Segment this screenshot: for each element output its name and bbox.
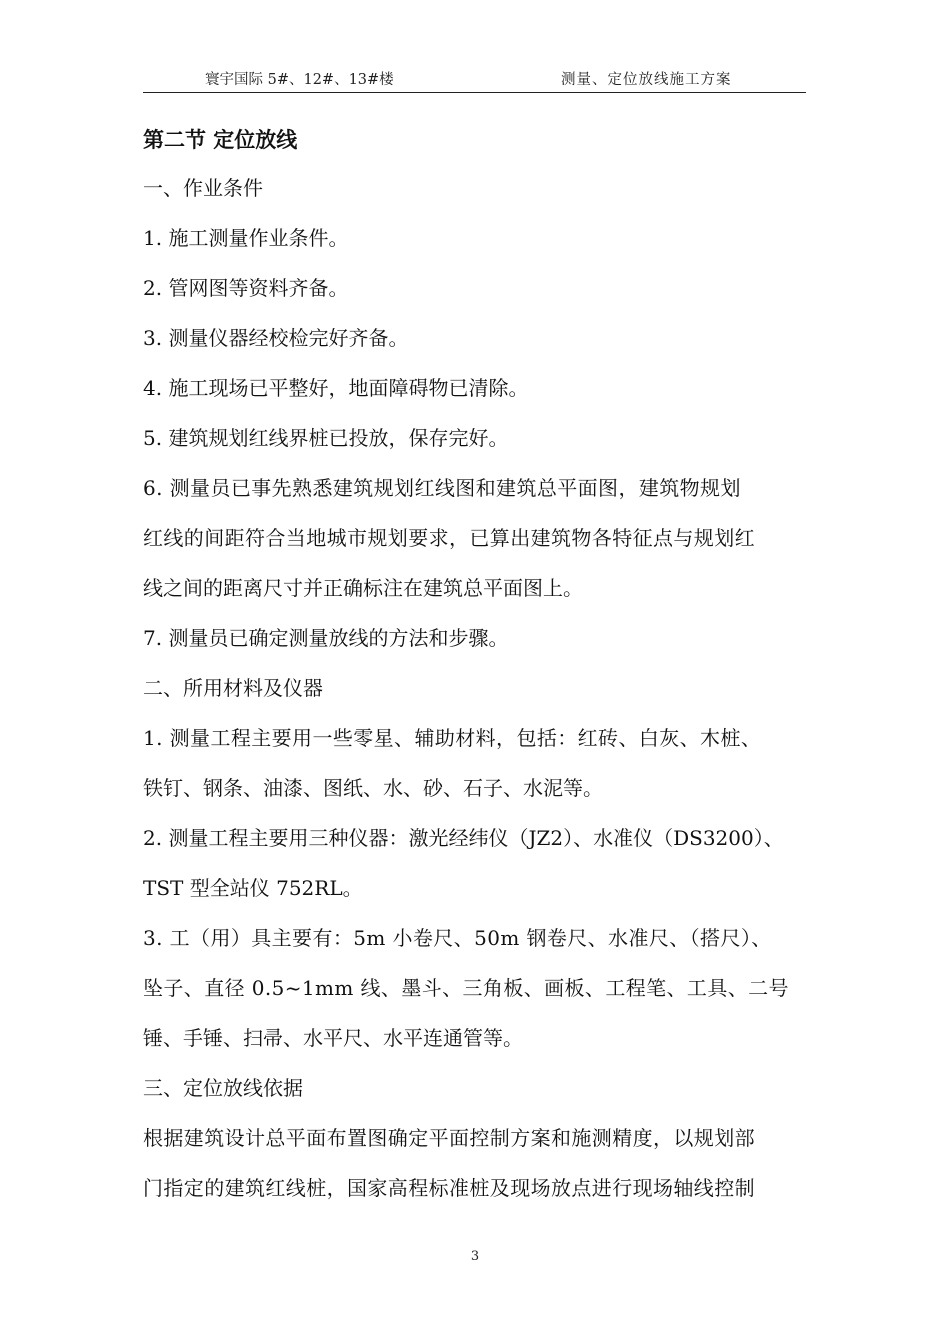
- paragraph-line: 红线的间距符合当地城市规划要求，已算出建筑物各特征点与规划红: [143, 526, 755, 550]
- subheading-work-conditions: 一、作业条件: [143, 176, 263, 200]
- document-body: [143, 126, 811, 1224]
- list-item: 1. 施工测量作业条件。: [143, 226, 349, 250]
- paragraph-line: 3. 工（用）具主要有：5m 小卷尺、50m 钢卷尺、水准尺、（搭尺）、: [143, 926, 772, 950]
- header-document-title: 测量、定位放线施工方案: [561, 72, 732, 88]
- list-item: 2. 管网图等资料齐备。: [143, 276, 349, 300]
- page-number: 3: [470, 1249, 480, 1264]
- section-title: 第二节 定位放线: [143, 127, 298, 152]
- paragraph-line: 2. 测量工程主要用三种仪器：激光经纬仪（JZ2）、水准仪（DS3200）、: [143, 826, 784, 850]
- paragraph-line: 锤、手锤、扫帚、水平尺、水平连通管等。: [143, 1026, 523, 1050]
- paragraph-line: 1. 测量工程主要用一些零星、辅助材料，包括：红砖、白灰、木桩、: [143, 726, 762, 750]
- paragraph-line: 根据建筑设计总平面布置图确定平面控制方案和施测精度，以规划部: [143, 1126, 755, 1150]
- paragraph-line: 门指定的建筑红线桩，国家高程标准桩及现场放点进行现场轴线控制: [143, 1176, 755, 1200]
- list-item: 3. 测量仪器经校检完好齐备。: [143, 326, 409, 350]
- list-item: 5. 建筑规划红线界桩已投放，保存完好。: [143, 426, 509, 450]
- list-item: 4. 施工现场已平整好，地面障碍物已清除。: [143, 376, 529, 400]
- paragraph-line: TST 型全站仪 752RL。: [143, 876, 363, 900]
- paragraph-line: 铁钉、钢条、油漆、图纸、水、砂、石子、水泥等。: [143, 776, 603, 800]
- subheading-positioning-basis: 三、定位放线依据: [143, 1076, 303, 1100]
- paragraph-line: 线之间的距离尺寸并正确标注在建筑总平面图上。: [143, 576, 583, 600]
- header-project-name: 寰宇国际 5#、12#、13#楼: [205, 72, 394, 88]
- subheading-materials-instruments: 二、所用材料及仪器: [143, 676, 323, 700]
- paragraph-line: 坠子、直径 0.5~1mm 线、墨斗、三角板、画板、工程笔、工具、二号: [143, 976, 789, 1000]
- list-item: 7. 测量员已确定测量放线的方法和步骤。: [143, 626, 509, 650]
- paragraph-line: 6. 测量员已事先熟悉建筑规划红线图和建筑总平面图，建筑物规划: [143, 476, 741, 500]
- page-header: [143, 66, 806, 93]
